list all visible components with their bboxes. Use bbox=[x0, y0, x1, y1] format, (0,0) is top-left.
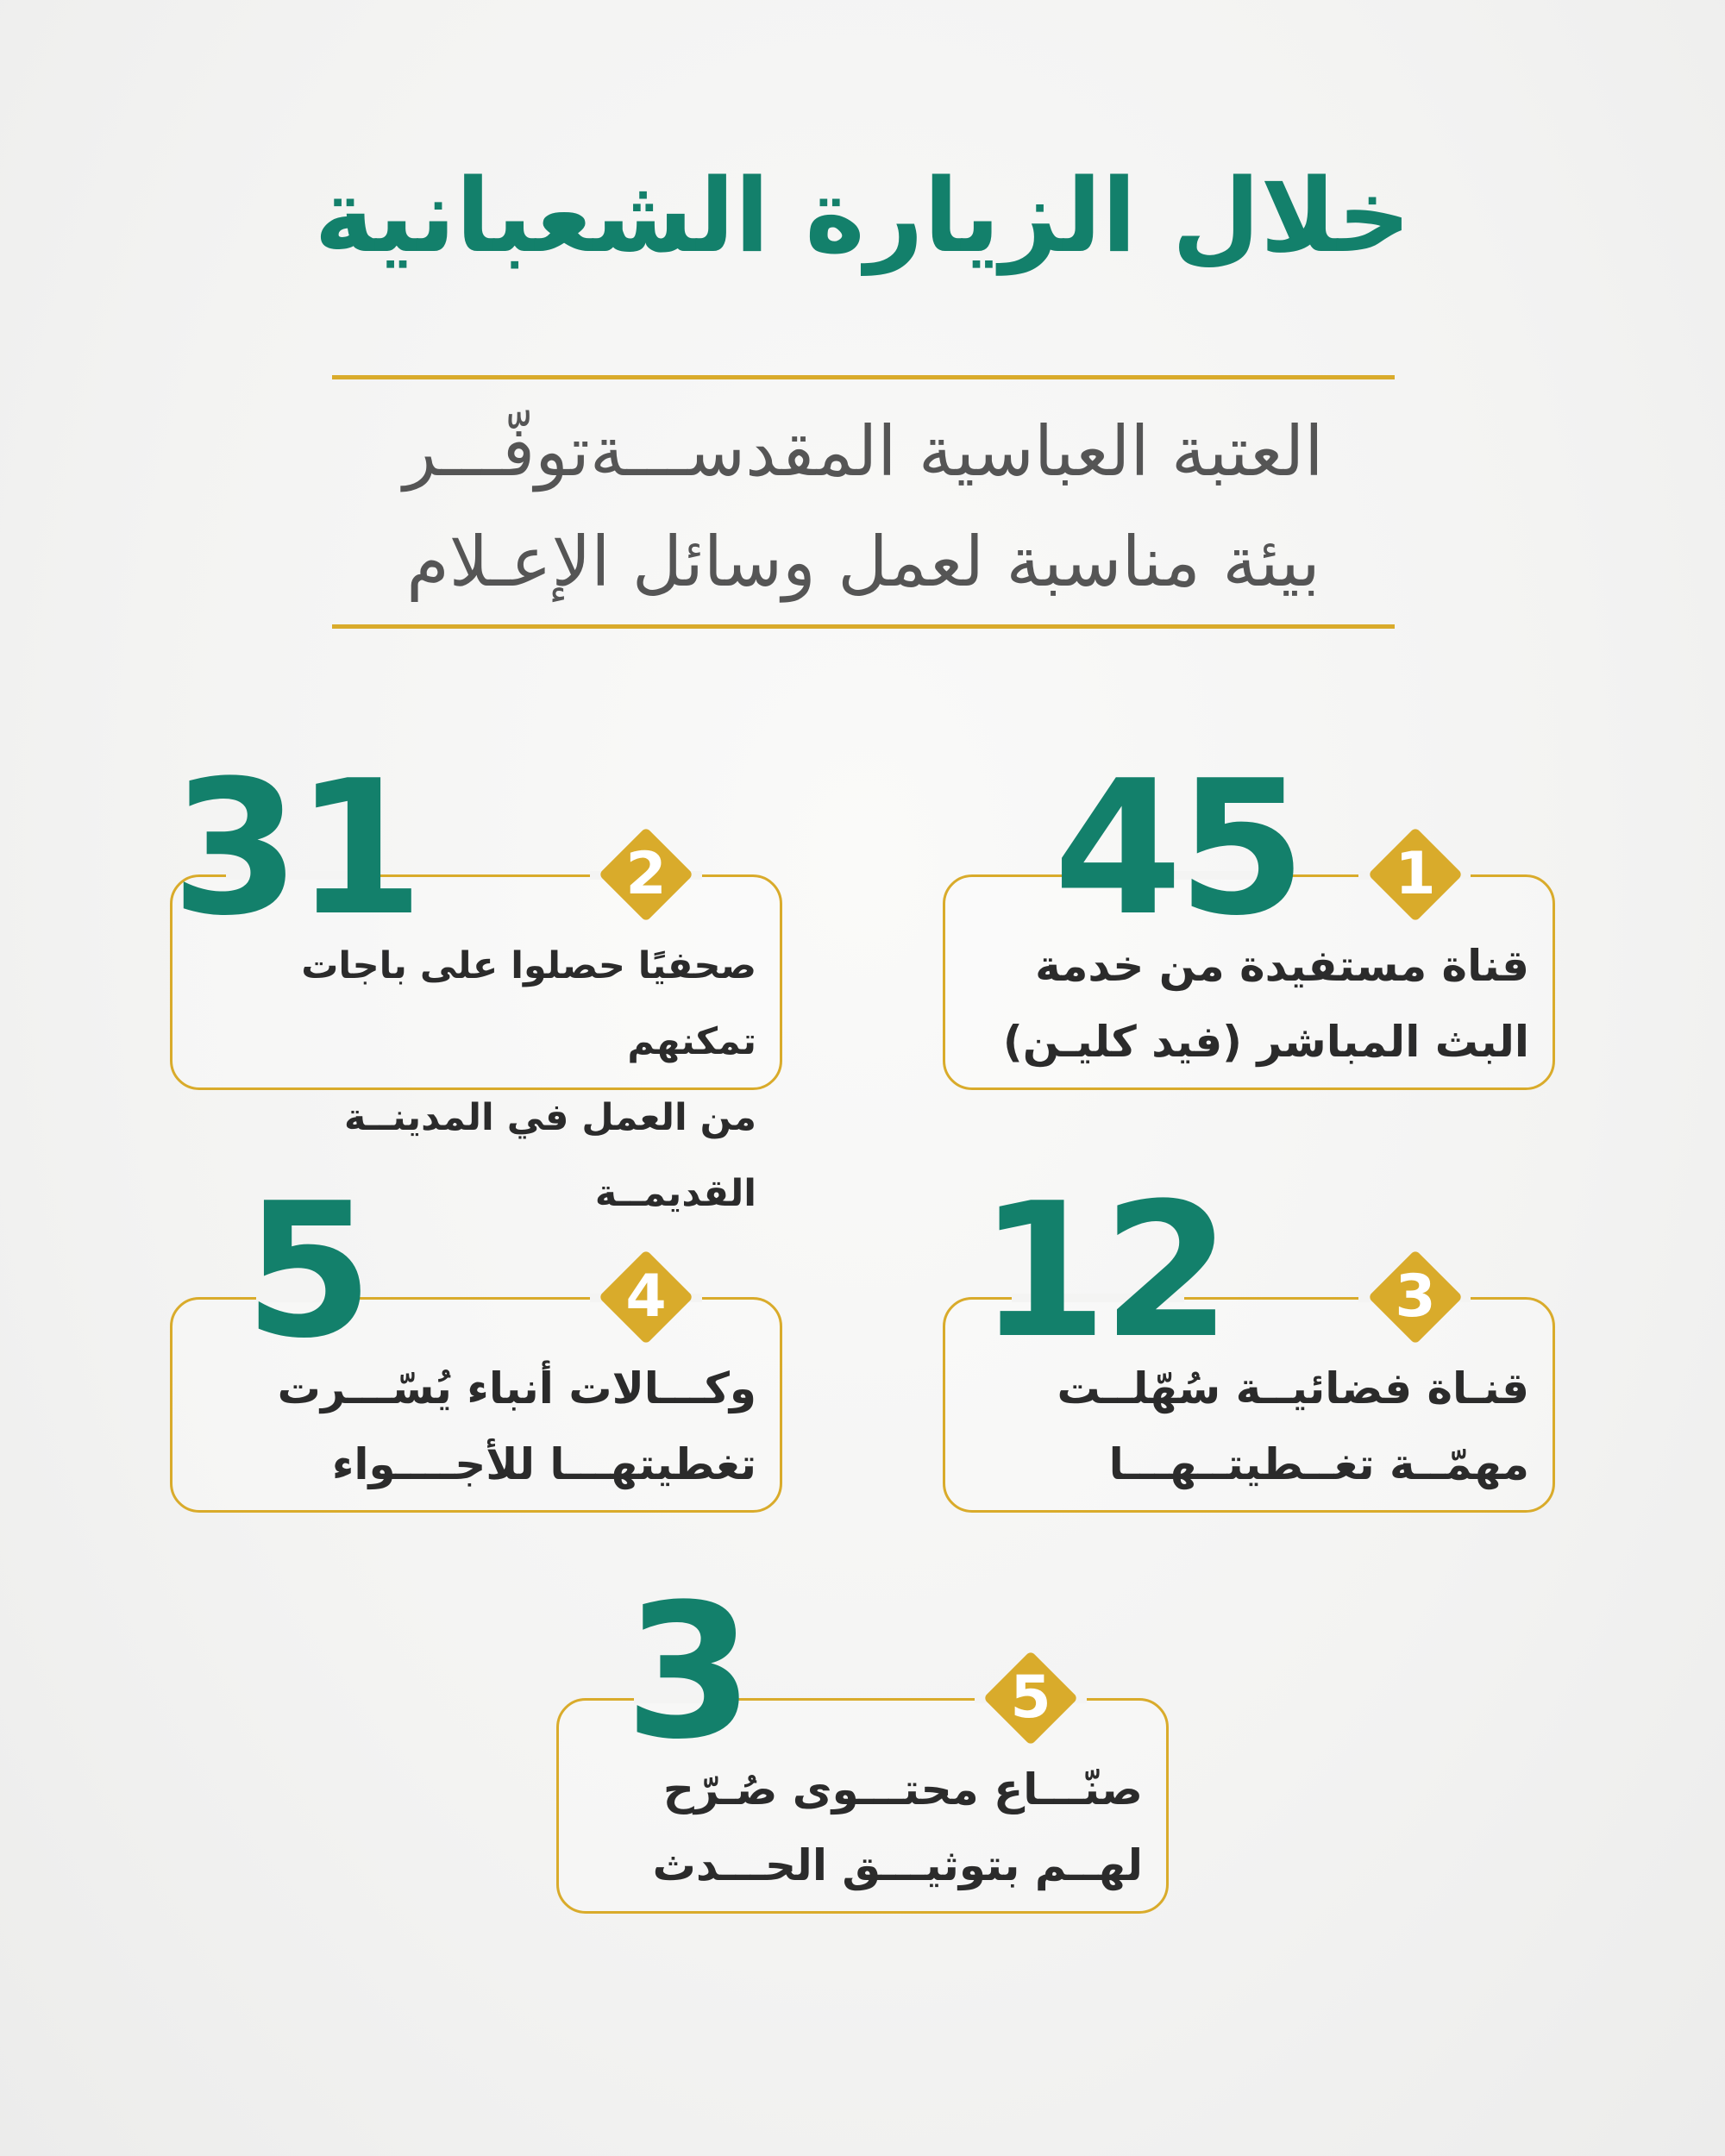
stat-card-3 bbox=[943, 1163, 1555, 1513]
stat-number: 12 bbox=[978, 1163, 1226, 1379]
stat-badge-number: 5 bbox=[1010, 1664, 1051, 1732]
stat-badge-number: 3 bbox=[1395, 1263, 1436, 1331]
stat-number: 31 bbox=[171, 740, 419, 956]
stat-badge bbox=[983, 1651, 1078, 1745]
divider-top bbox=[332, 375, 1395, 379]
stat-description-line-1: صنّـــاع محتـــوى صُـرّح bbox=[662, 1764, 1143, 1814]
stat-badge-number: 1 bbox=[1395, 840, 1436, 908]
stat-description bbox=[969, 1351, 1529, 1502]
stat-badge bbox=[1368, 1250, 1463, 1344]
page-title: خلال الزيارة الشعبانية bbox=[314, 156, 1411, 275]
stat-description bbox=[582, 1752, 1143, 1903]
stat-description bbox=[969, 928, 1529, 1080]
subtitle-line-1: العتبة العباسية المقدســـةتوفّـــر bbox=[403, 411, 1324, 492]
stat-description-line-1: صحفيًا حصلوا على باجات تمكنهم bbox=[301, 944, 756, 1063]
stat-description-line-2: البث المباشر (فيد كليـن) bbox=[1002, 1017, 1529, 1067]
divider-bottom bbox=[332, 624, 1395, 629]
stat-description-line-1: قنـاة فضائيــة سُهّلــت bbox=[1057, 1363, 1529, 1413]
stat-description-line-2: لهــم بتوثيـــق الحـــدث bbox=[652, 1840, 1143, 1890]
stat-badge-number: 2 bbox=[625, 840, 667, 908]
stat-number: 45 bbox=[1053, 740, 1302, 956]
stat-badge bbox=[599, 827, 693, 922]
stat-description-line-2: تغطيتهـــا للأجــــواء bbox=[331, 1439, 756, 1489]
stat-description-line-2: من العمل في المدينــة القديمــة bbox=[344, 1096, 756, 1215]
stat-card-2 bbox=[170, 740, 782, 1215]
stat-card-1 bbox=[943, 740, 1555, 1090]
stat-number: 3 bbox=[624, 1564, 749, 1780]
stat-description-line-1: وكـــالات أنباء يُسّـــرت bbox=[277, 1363, 756, 1413]
stat-description bbox=[196, 1351, 756, 1502]
stat-card-5 bbox=[556, 1564, 1169, 1914]
page-subtitle bbox=[332, 397, 1395, 617]
stat-badge-number: 4 bbox=[625, 1263, 667, 1331]
stat-description-line-1: قناة مستفيدة من خدمة bbox=[1035, 941, 1529, 991]
stat-number: 5 bbox=[244, 1163, 368, 1379]
stat-description-line-2: مهمّــة تغــطيتــهـــا bbox=[1108, 1439, 1529, 1489]
stat-badge bbox=[1368, 827, 1463, 922]
subtitle-line-2: بيئة مناسبة لعمل وسائل الإعـلام bbox=[406, 522, 1320, 602]
stat-card-4 bbox=[170, 1163, 782, 1513]
stat-badge bbox=[599, 1250, 693, 1344]
